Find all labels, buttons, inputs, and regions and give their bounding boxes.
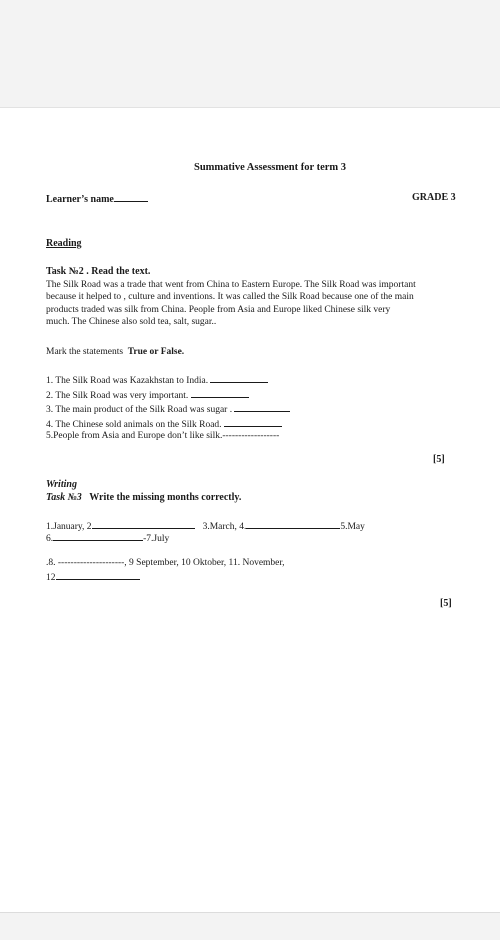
statement-item: 1. The Silk Road was Kazakhstan to India.: [46, 373, 290, 388]
learner-name-label: Learner’s name: [46, 192, 148, 205]
answer-blank[interactable]: [210, 373, 268, 383]
task2-label: Task №2 . Read the text.: [46, 266, 151, 277]
grade-label: GRADE 3: [412, 192, 456, 203]
month-blank[interactable]: [246, 519, 340, 529]
statement-item: 3. The main product of the Silk Road was sugar .: [46, 402, 290, 417]
learner-name-line: [114, 192, 148, 202]
statement-item: 2. The Silk Road was very important.: [46, 388, 290, 403]
paragraph-line: The Silk Road was a trade that went from China to Eastern Europe. The Silk Road was important: [46, 280, 416, 290]
months-row-2: 6. -7.July: [46, 531, 169, 544]
answer-blank[interactable]: [234, 402, 290, 412]
reading-heading: Reading: [46, 238, 82, 249]
writing-heading: Writing: [46, 479, 77, 490]
months-row-3: .8. ---------------------, 9 September, 10 Oktober, 11. November,: [46, 558, 285, 568]
paragraph-line: because it helped to , culture and inventions. It was called the Silk Road because one of the main: [46, 292, 414, 303]
statements-list: [46, 373, 290, 443]
months-row-1: 1.January, 2 3.March, 4. 5.May: [46, 519, 365, 532]
document-title: Summative Assessment for term 3: [193, 162, 347, 173]
answer-blank[interactable]: [191, 388, 249, 398]
month-blank[interactable]: [92, 519, 195, 529]
month-blank[interactable]: [56, 570, 140, 580]
worksheet-page: [0, 107, 500, 913]
months-row-4: 12: [46, 570, 140, 583]
statement-item: 4. The Chinese sold animals on the Silk Road.: [46, 417, 290, 432]
statement-item: 5.People from Asia and Europe don’t like silk.------------------: [46, 431, 280, 442]
silk-road-text: [46, 279, 494, 329]
task3-label: Task №3 Write the missing months correctly.: [46, 492, 242, 503]
paragraph-line: much. The Chinese also sold tea, salt, sugar..: [46, 317, 217, 328]
writing-score: [5]: [440, 598, 452, 609]
reading-score: [5]: [433, 454, 445, 465]
answer-blank[interactable]: [224, 417, 282, 427]
paragraph-line: products traded was silk from China. People from Asia and Europe liked Chinese silk very: [46, 304, 391, 315]
true-false-instruction: Mark the statements True or False.: [46, 347, 185, 357]
month-blank[interactable]: [53, 531, 143, 541]
